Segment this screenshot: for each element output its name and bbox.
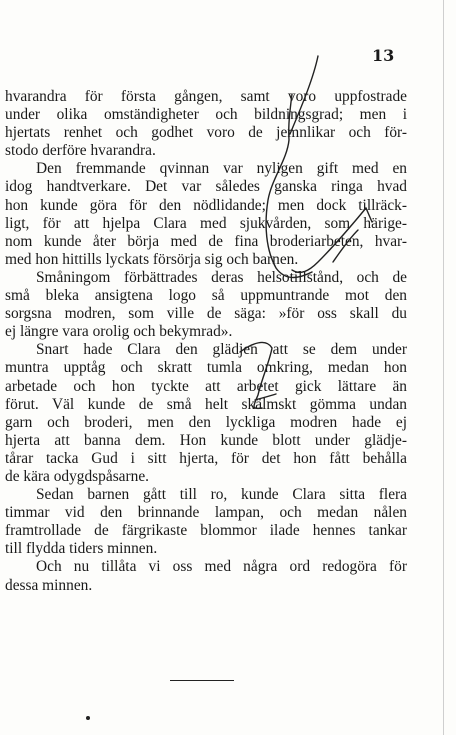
- body-text: [5, 88, 407, 595]
- text-line: ligt, för att hjelpa Clara med sjukvården, som härige-: [5, 214, 407, 232]
- text-line: framtrollade de färgrikaste blommor ilade hennes tankar: [5, 522, 407, 540]
- text-line: Snart hade Clara den glädjen att se dem under: [36, 341, 407, 359]
- text-line: Sedan barnen gått till ro, kunde Clara sitta flera: [36, 486, 407, 504]
- page-number: 13: [372, 46, 395, 65]
- text-line: Den fremmande qvinnan var nyligen gift med en: [36, 160, 407, 178]
- text-line: timmar vid den brinnande lampan, och medan nålen: [5, 504, 407, 522]
- text-line: under olika omständigheter och bildningsgrad; men i: [5, 106, 407, 124]
- text-line: hvarandra för första gången, samt voro uppfostrade: [5, 88, 407, 105]
- text-line: muntra upptåg och skratt tumla omkring, medan hon: [5, 359, 407, 377]
- text-line: nom kunde åter börja med de fina broderiarbeten, hvar-: [5, 232, 407, 250]
- text-line: Småningom förbättrades deras helsotillstånd, och de: [36, 268, 407, 286]
- text-line: de kära odygdspåsarne.: [5, 467, 150, 485]
- text-line: sorgsna modren, som ville de säga: »för oss skall du: [5, 305, 407, 323]
- text-line: tårar tacka Gud i sitt hjerta, för det hon fått behålla: [5, 449, 407, 467]
- text-line: ej längre vara orolig och bekymrad».: [5, 323, 233, 341]
- section-divider: [170, 680, 234, 681]
- text-line: idog handtverkare. Det var således ganska ringa hvad: [5, 178, 407, 196]
- printer-mark: [86, 716, 90, 720]
- text-line: arbetade och hon tyckte att arbetet gick lättare än: [5, 377, 407, 395]
- text-line: med hon hittills lyckats försörja sig och barnen.: [5, 250, 299, 268]
- text-line: garn och broderi, men den lyckliga modren hade ej: [5, 413, 407, 431]
- text-line: till flydda tiders minnen.: [5, 540, 158, 558]
- text-line: hon kunde göra för den nödlidande; men dock tillräck-: [5, 196, 407, 214]
- text-line: förut. Väl kunde de små helt skälmskt gömma undan: [5, 395, 407, 413]
- text-line: hjerta att banna dem. Hon kunde blott under glädje-: [5, 431, 407, 449]
- text-line: dessa minnen.: [5, 576, 93, 594]
- text-line: hjertats renhet och godhet voro de jemnlikar och för-: [5, 124, 407, 142]
- text-line: Och nu tillåta vi oss med några ord redogöra för: [36, 558, 407, 576]
- text-line: små bleka ansigtena logo så uppmuntrande mot den: [5, 287, 407, 305]
- page-edge: [443, 0, 444, 735]
- text-line: stodo derföre hvarandra.: [5, 142, 156, 160]
